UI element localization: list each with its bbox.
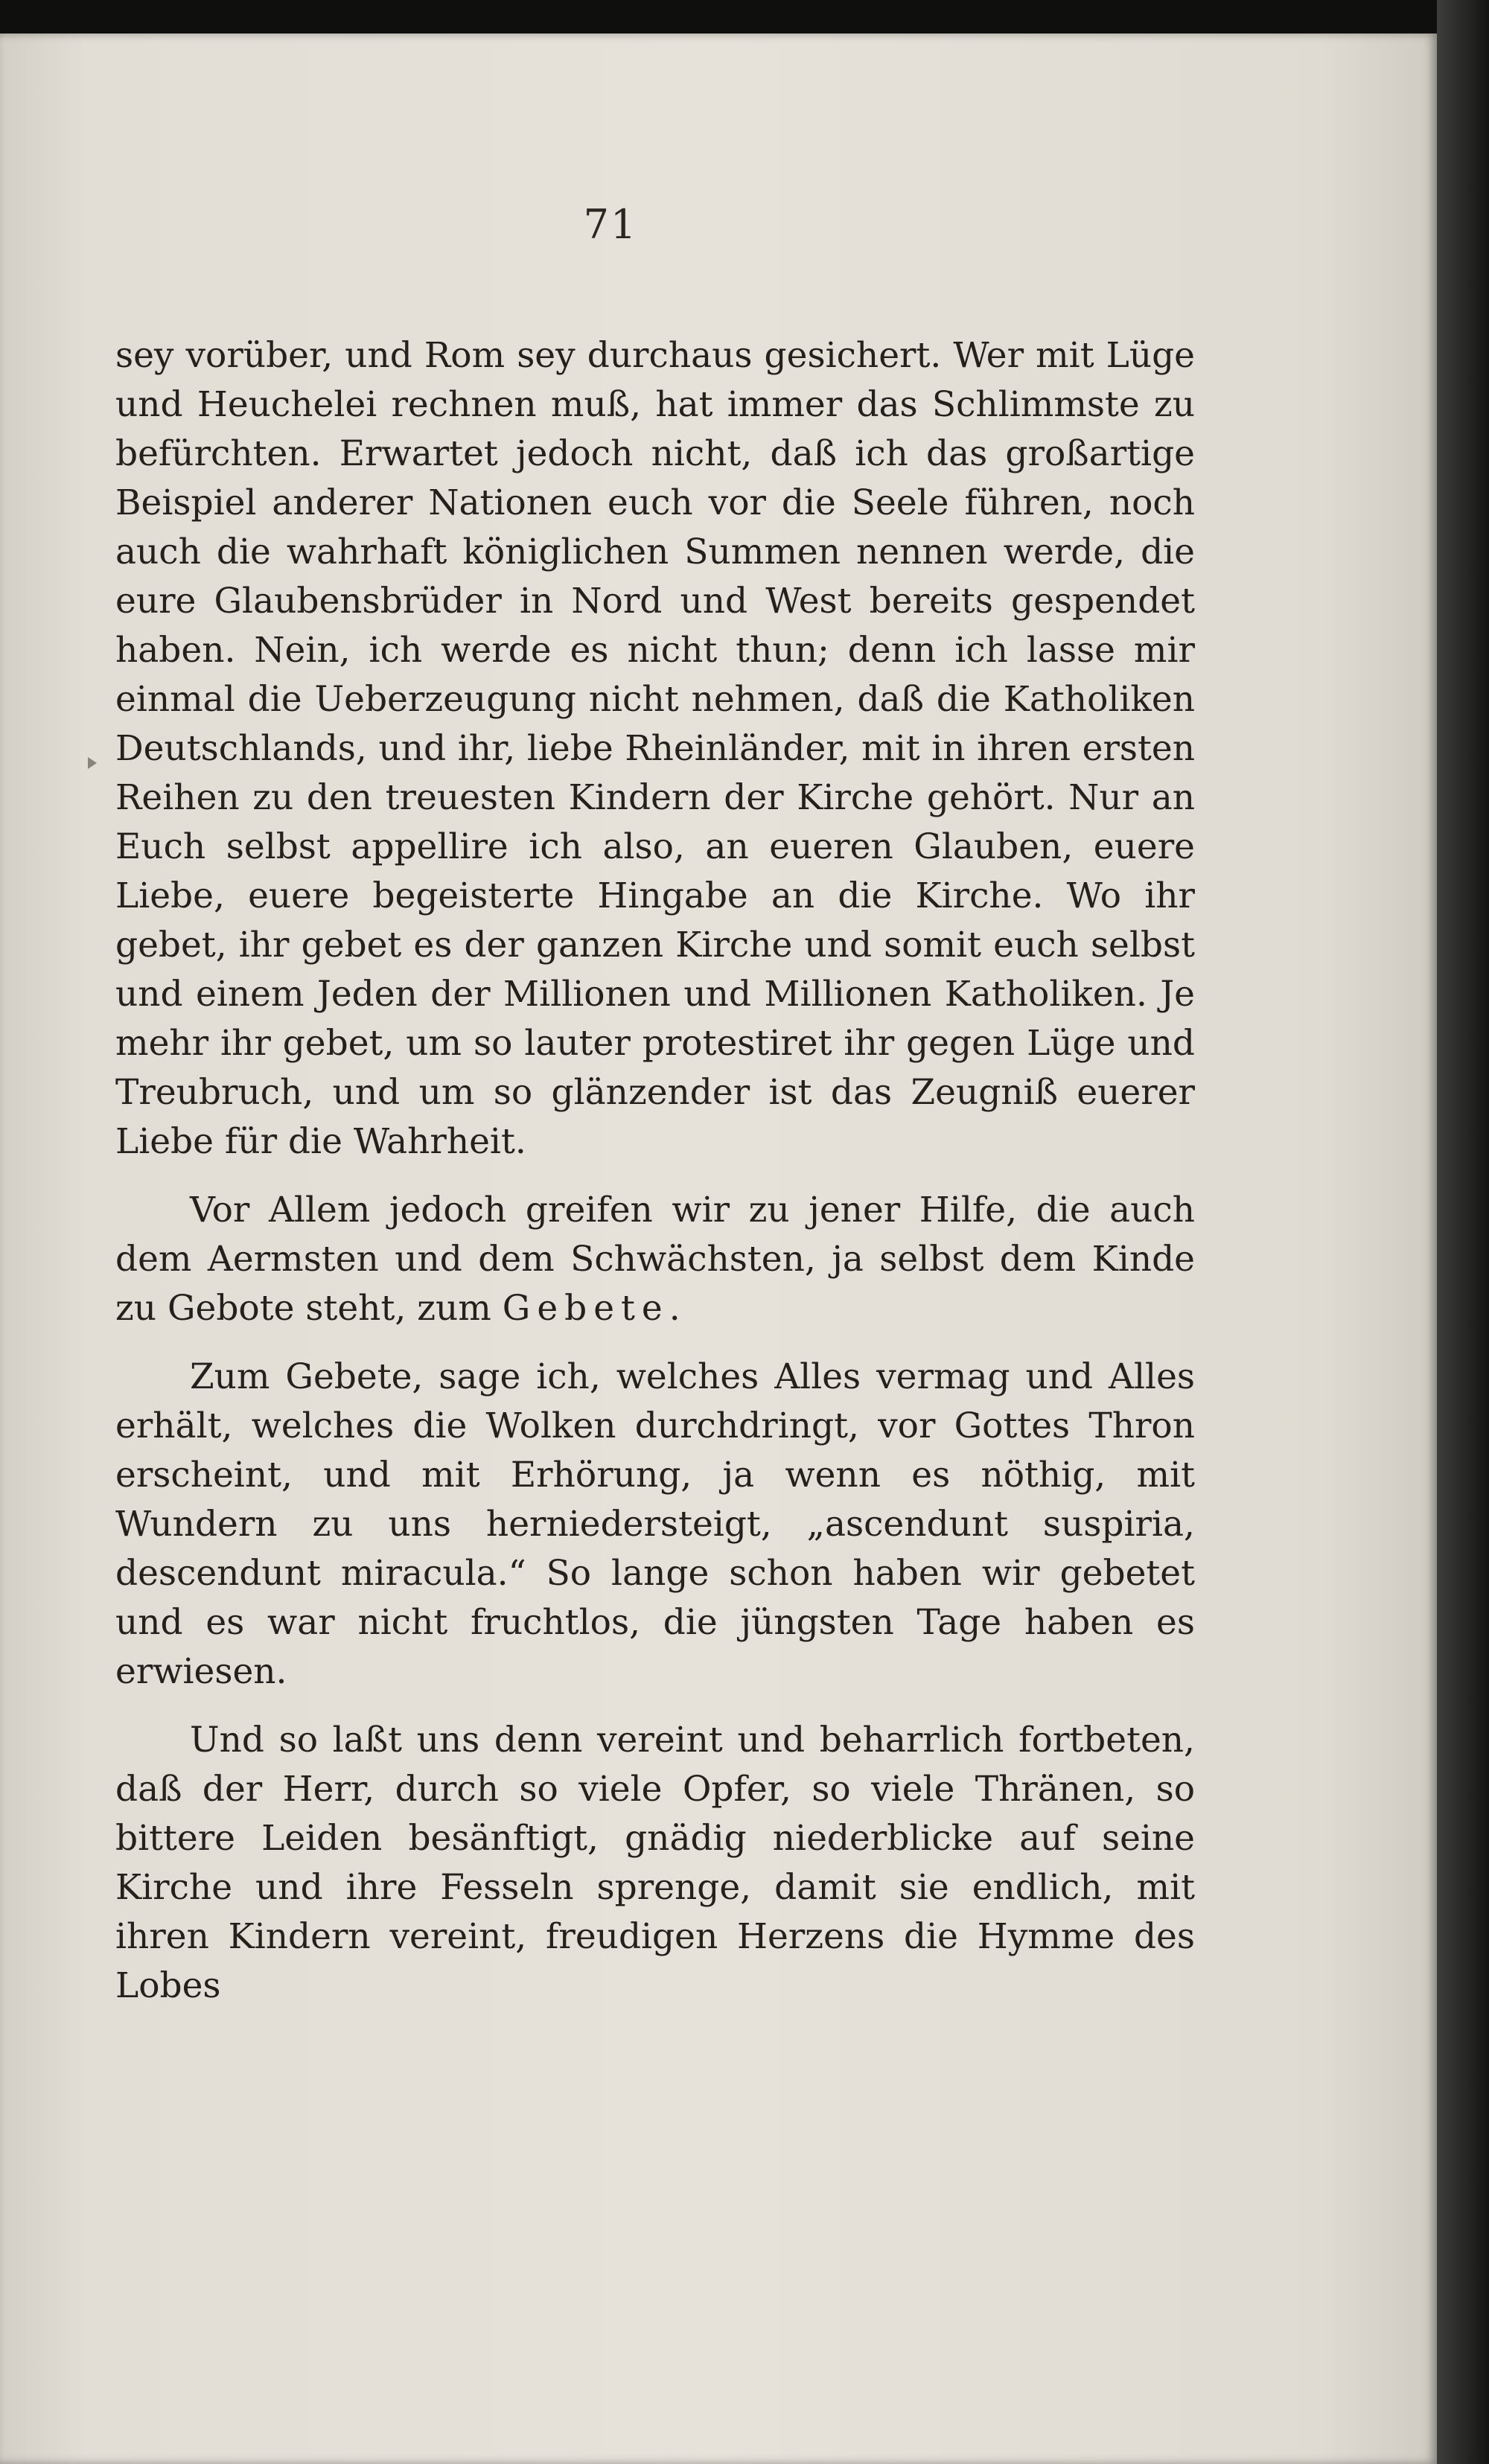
page-number: 71	[583, 201, 638, 248]
paragraph-2-text: Vor Allem jedoch greifen wir zu jener Hilfe, die auch dem Aermsten und dem Schwächsten, ja selbst dem Kinde zu Gebote steht, zum	[115, 1190, 1195, 1329]
paragraph-1: sey vorüber, und Rom sey durchaus gesichert. Wer mit Lüge und Heuchelei rechnen muß, hat immer das Schlimmste zu befürchten. Erwartet jedoch nicht, daß ich das großartige Beispiel anderer Nationen euch vor die Seele führen, noch auch die wahrhaft königlichen Summen nennen werde, die eure Glaubensbrüder in Nord und West bereits gespendet haben. Nein, ich werde es nicht thun; denn ich lasse mir einmal die Ueberzeugung nicht nehmen, daß die Katholiken Deutschlands, und ihr, liebe Rheinländer, mit in ihren ersten Reihen zu den treuesten Kindern der Kirche gehört. Nur an Euch selbst appellire ich also, an eueren Glauben, euere Liebe, euere begeisterte Hingabe an die Kirche. Wo ihr gebet, ihr gebet es der ganzen Kirche und somit euch selbst und einem Jeden der Millionen und Millionen Katholiken. Je mehr ihr gebet, um so lauter protestiret ihr gegen Lüge und Treubruch, und um so glänzender ist das Zeugniß euerer Liebe für die Wahrheit.	[115, 335, 1195, 1162]
book-page	[0, 33, 1437, 2464]
scan-top-edge	[0, 0, 1489, 33]
book-page-edge	[1437, 0, 1489, 2464]
paragraph-3: Zum Gebete, sage ich, welches Alles vermag und Alles erhält, welches die Wolken durchdringt, vor Gottes Thron erscheint, und mit Erhörung, ja wenn es nöthig, mit Wundern zu uns herniedersteigt, „ascendunt suspiria, descendunt miracula.“ So lange schon haben wir gebetet und es war nicht fruchtlos, die jüngsten Tage haben es erwiesen.	[115, 1356, 1195, 1692]
margin-mark	[88, 757, 97, 769]
paragraph-2	[115, 1186, 1195, 1333]
paragraph-2-emphasis: Gebete	[502, 1288, 669, 1329]
paragraph-2-end: .	[669, 1288, 680, 1329]
paragraph-4: Und so laßt uns denn vereint und beharrlich fortbeten, daß der Herr, durch so viele Opfer, so viele Thränen, so bittere Leiden besänftigt, gnädig niederblicke auf seine Kirche und ihre Fesseln sprenge, damit sie endlich, mit ihren Kindern vereint, freudigen Herzens die Hymme des Lobes	[115, 1720, 1195, 2006]
body-text	[115, 331, 1195, 2011]
